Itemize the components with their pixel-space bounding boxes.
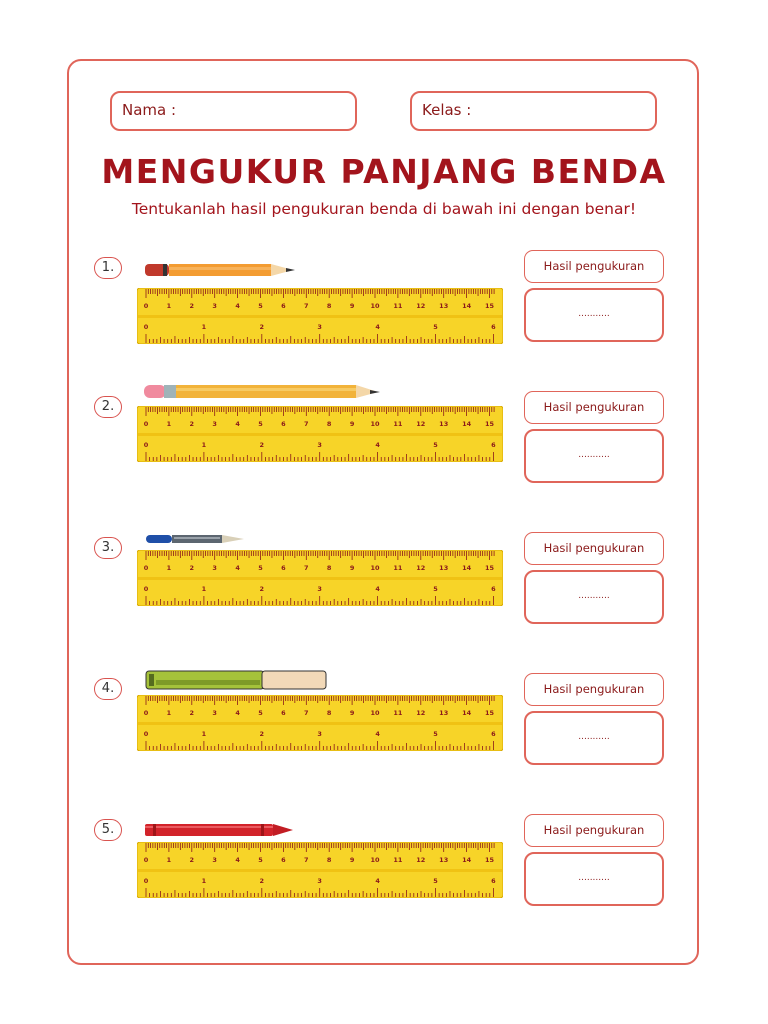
cm-tick-label: 11 bbox=[393, 564, 403, 572]
inch-tick-label: 4 bbox=[375, 441, 380, 449]
cm-tick-label: 11 bbox=[393, 302, 403, 310]
inch-tick-label: 0 bbox=[143, 585, 149, 593]
result-label: Hasil pengukuran bbox=[524, 532, 664, 565]
instructions: Tentukanlah hasil pengukuran benda di bawah ini dengan benar! bbox=[131, 200, 637, 218]
cm-tick-label: 3 bbox=[212, 302, 217, 310]
cm-tick-label: 15 bbox=[484, 856, 495, 864]
inch-tick-label: 4 bbox=[375, 730, 380, 738]
cm-tick-label: 5 bbox=[258, 564, 263, 572]
cm-tick-label: 8 bbox=[326, 856, 332, 864]
cm-tick-label: 15 bbox=[484, 564, 495, 572]
cm-tick-label: 6 bbox=[281, 856, 286, 864]
cm-tick-label: 10 bbox=[370, 856, 380, 864]
question-1 bbox=[0, 250, 768, 360]
inch-tick-label: 5 bbox=[433, 441, 438, 449]
cm-tick-label: 3 bbox=[212, 856, 217, 864]
cm-tick-label: 15 bbox=[484, 302, 495, 310]
inch-tick-label: 1 bbox=[201, 877, 207, 885]
inch-tick-label: 2 bbox=[259, 877, 265, 885]
cm-tick-label: 4 bbox=[235, 564, 240, 572]
cm-tick-label: 11 bbox=[393, 856, 403, 864]
inch-tick-label: 6 bbox=[491, 323, 496, 331]
cm-tick-label: 5 bbox=[258, 709, 263, 717]
question-4 bbox=[0, 673, 768, 783]
inch-tick-label: 4 bbox=[375, 323, 380, 331]
question-number: 2. bbox=[94, 396, 122, 418]
question-number: 5. bbox=[94, 819, 122, 841]
inch-tick-label: 0 bbox=[143, 730, 149, 738]
inch-tick-label: 0 bbox=[143, 323, 149, 331]
cm-tick-label: 0 bbox=[143, 564, 149, 572]
class-field[interactable] bbox=[410, 91, 657, 131]
cm-tick-label: 14 bbox=[462, 564, 472, 572]
question-number: 1. bbox=[94, 257, 122, 279]
answer-box[interactable]: ........... bbox=[524, 429, 664, 483]
name-field[interactable] bbox=[110, 91, 357, 131]
cm-tick-label: 7 bbox=[304, 856, 309, 864]
cm-tick-label: 12 bbox=[416, 302, 426, 310]
orange-pencil-image bbox=[143, 261, 303, 279]
inch-tick-label: 1 bbox=[201, 730, 207, 738]
inch-tick-label: 1 bbox=[201, 323, 207, 331]
inch-tick-label: 4 bbox=[375, 877, 380, 885]
inch-tick-label: 3 bbox=[317, 730, 322, 738]
cm-tick-label: 8 bbox=[326, 709, 332, 717]
inch-tick-label: 4 bbox=[375, 585, 380, 593]
cm-tick-label: 1 bbox=[166, 856, 172, 864]
inch-tick-label: 0 bbox=[143, 877, 149, 885]
class-label: Kelas : bbox=[422, 101, 472, 119]
inch-tick-label: 2 bbox=[259, 585, 265, 593]
inch-tick-label: 2 bbox=[259, 323, 265, 331]
pen-image bbox=[144, 532, 248, 546]
cm-tick-label: 8 bbox=[326, 420, 332, 428]
cm-tick-label: 2 bbox=[189, 564, 195, 572]
ruler bbox=[137, 842, 503, 898]
question-3 bbox=[0, 532, 768, 642]
answer-box[interactable]: ........... bbox=[524, 711, 664, 765]
cm-tick-label: 4 bbox=[235, 420, 240, 428]
cm-tick-label: 9 bbox=[349, 856, 355, 864]
inch-tick-label: 1 bbox=[201, 585, 207, 593]
cm-tick-label: 9 bbox=[349, 564, 355, 572]
question-number: 3. bbox=[94, 537, 122, 559]
cm-tick-label: 12 bbox=[416, 709, 426, 717]
cm-tick-label: 3 bbox=[212, 709, 217, 717]
cm-tick-label: 7 bbox=[304, 420, 309, 428]
cm-tick-label: 4 bbox=[235, 856, 240, 864]
cm-tick-label: 2 bbox=[189, 420, 195, 428]
inch-tick-label: 3 bbox=[317, 877, 322, 885]
cm-tick-label: 0 bbox=[143, 856, 149, 864]
result-label: Hasil pengukuran bbox=[524, 250, 664, 283]
cm-tick-label: 4 bbox=[235, 709, 240, 717]
cm-tick-label: 14 bbox=[462, 302, 472, 310]
cm-tick-label: 6 bbox=[281, 302, 286, 310]
cm-tick-label: 11 bbox=[393, 420, 403, 428]
cm-tick-label: 9 bbox=[349, 302, 355, 310]
inch-tick-label: 5 bbox=[433, 585, 438, 593]
answer-box[interactable]: ........... bbox=[524, 852, 664, 906]
name-label: Nama : bbox=[122, 101, 177, 119]
cm-tick-label: 7 bbox=[304, 564, 309, 572]
inch-tick-label: 1 bbox=[201, 441, 207, 449]
inch-tick-label: 5 bbox=[433, 877, 438, 885]
inch-tick-label: 5 bbox=[433, 730, 438, 738]
cm-tick-label: 7 bbox=[304, 709, 309, 717]
marker-image bbox=[144, 669, 330, 693]
cm-tick-label: 10 bbox=[370, 420, 380, 428]
cm-tick-label: 14 bbox=[462, 420, 472, 428]
inch-tick-label: 2 bbox=[259, 441, 265, 449]
cm-tick-label: 5 bbox=[258, 420, 263, 428]
inch-tick-label: 6 bbox=[491, 877, 496, 885]
cm-tick-label: 6 bbox=[281, 564, 286, 572]
cm-tick-label: 5 bbox=[258, 856, 263, 864]
ruler bbox=[137, 288, 503, 344]
question-5 bbox=[0, 814, 768, 924]
cm-tick-label: 11 bbox=[393, 709, 403, 717]
inch-tick-label: 6 bbox=[491, 730, 496, 738]
inch-tick-label: 6 bbox=[491, 585, 496, 593]
cm-tick-label: 15 bbox=[484, 709, 495, 717]
cm-tick-label: 6 bbox=[281, 709, 286, 717]
page-title: MENGUKUR PANJANG BENDA bbox=[101, 152, 667, 191]
cm-tick-label: 2 bbox=[189, 709, 195, 717]
cm-tick-label: 13 bbox=[439, 564, 449, 572]
inch-tick-label: 3 bbox=[317, 441, 322, 449]
cm-tick-label: 1 bbox=[166, 709, 172, 717]
cm-tick-label: 9 bbox=[349, 420, 355, 428]
inch-tick-label: 6 bbox=[491, 441, 496, 449]
cm-tick-label: 13 bbox=[439, 302, 449, 310]
cm-tick-label: 10 bbox=[370, 302, 380, 310]
answer-box[interactable]: ........... bbox=[524, 288, 664, 342]
ruler bbox=[137, 406, 503, 462]
cm-tick-label: 8 bbox=[326, 302, 332, 310]
cm-tick-label: 5 bbox=[258, 302, 263, 310]
question-2 bbox=[0, 391, 768, 501]
cm-tick-label: 1 bbox=[166, 420, 172, 428]
inch-tick-label: 3 bbox=[317, 585, 322, 593]
cm-tick-label: 0 bbox=[143, 420, 149, 428]
cm-tick-label: 0 bbox=[143, 709, 149, 717]
cm-tick-label: 6 bbox=[281, 420, 286, 428]
ruler bbox=[137, 550, 503, 606]
question-number: 4. bbox=[94, 678, 122, 700]
cm-tick-label: 13 bbox=[439, 420, 449, 428]
inch-tick-label: 5 bbox=[433, 323, 438, 331]
cm-tick-label: 13 bbox=[439, 856, 449, 864]
cm-tick-label: 1 bbox=[166, 302, 172, 310]
cm-tick-label: 10 bbox=[370, 564, 380, 572]
cm-tick-label: 12 bbox=[416, 564, 426, 572]
cm-tick-label: 12 bbox=[416, 856, 426, 864]
cm-tick-label: 2 bbox=[189, 302, 195, 310]
cm-tick-label: 0 bbox=[143, 302, 149, 310]
crayon-image bbox=[143, 822, 297, 838]
cm-tick-label: 12 bbox=[416, 420, 426, 428]
result-label: Hasil pengukuran bbox=[524, 391, 664, 424]
result-label: Hasil pengukuran bbox=[524, 673, 664, 706]
inch-tick-label: 0 bbox=[143, 441, 149, 449]
cm-tick-label: 13 bbox=[439, 709, 449, 717]
cm-tick-label: 15 bbox=[484, 420, 495, 428]
answer-box[interactable]: ........... bbox=[524, 570, 664, 624]
cm-tick-label: 2 bbox=[189, 856, 195, 864]
inch-tick-label: 3 bbox=[317, 323, 322, 331]
cm-tick-label: 4 bbox=[235, 302, 240, 310]
cm-tick-label: 14 bbox=[462, 856, 472, 864]
cm-tick-label: 9 bbox=[349, 709, 355, 717]
result-label: Hasil pengukuran bbox=[524, 814, 664, 847]
cm-tick-label: 8 bbox=[326, 564, 332, 572]
cm-tick-label: 1 bbox=[166, 564, 172, 572]
cm-tick-label: 3 bbox=[212, 564, 217, 572]
cm-tick-label: 10 bbox=[370, 709, 380, 717]
yellow-pencil-image bbox=[142, 382, 384, 402]
cm-tick-label: 3 bbox=[212, 420, 217, 428]
inch-tick-label: 2 bbox=[259, 730, 265, 738]
cm-tick-label: 7 bbox=[304, 302, 309, 310]
cm-tick-label: 14 bbox=[462, 709, 472, 717]
ruler bbox=[137, 695, 503, 751]
